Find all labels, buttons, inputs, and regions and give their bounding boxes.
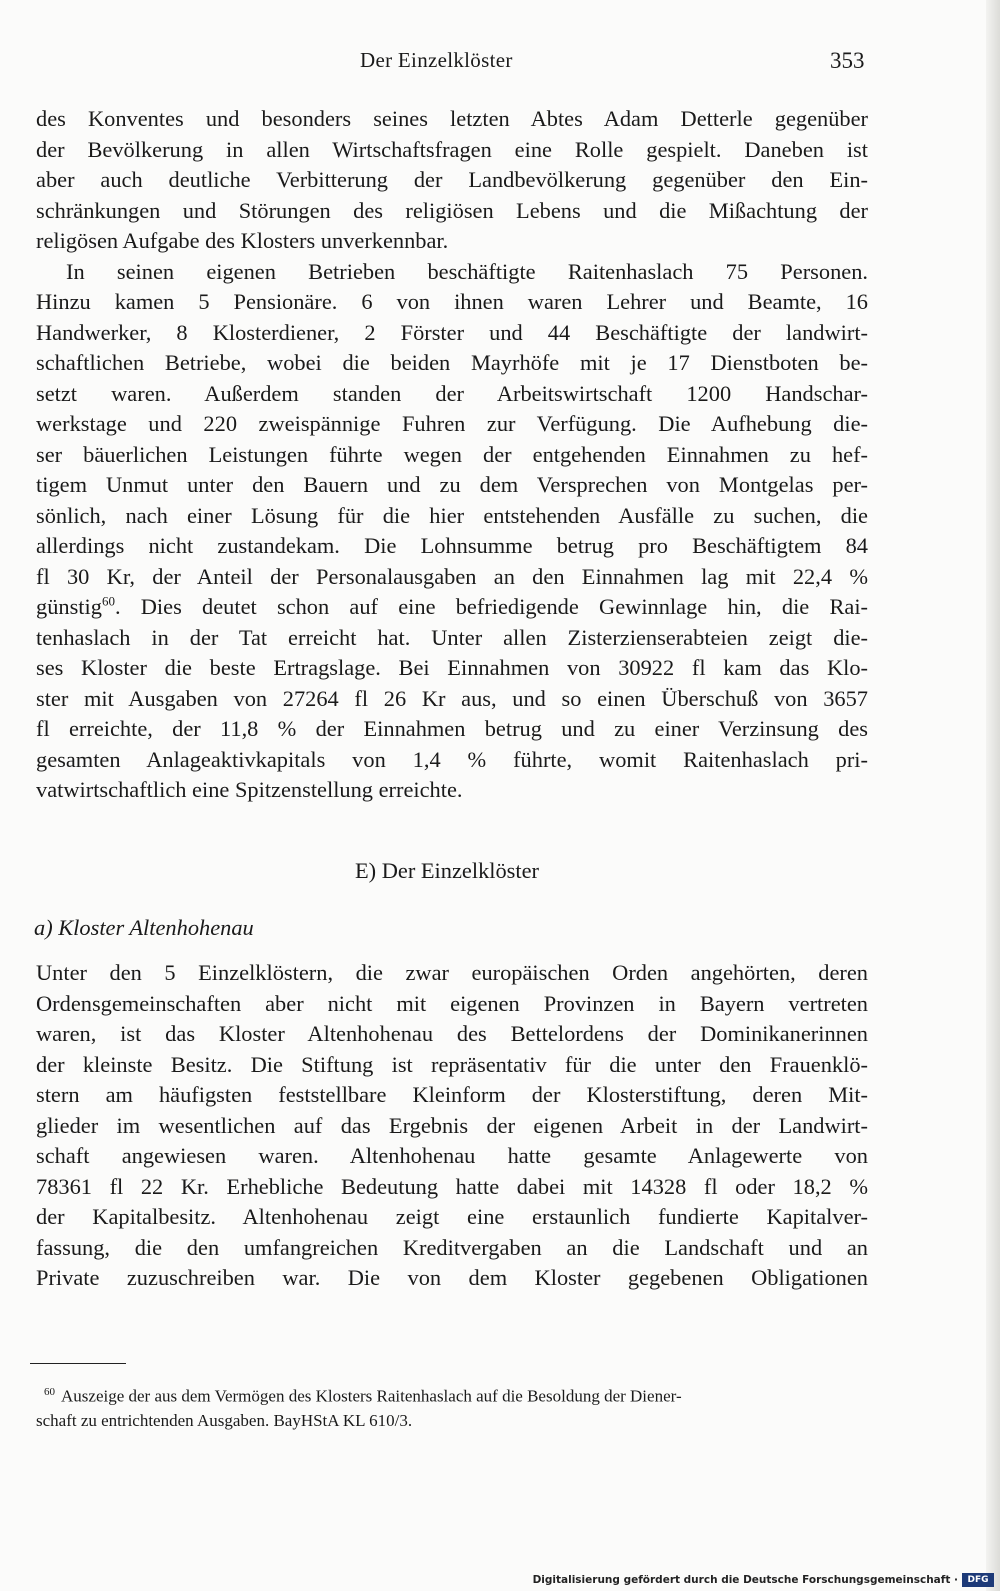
text-line: des Konventes und besonders seines letzten Abtes Adam Detterle gegenüber [36, 106, 868, 131]
text-line: fl 30 Kr, der Anteil der Personalausgaben an den Einnahmen lag mit 22,4 % [36, 563, 868, 589]
text-line: stern am häufigsten feststellbare Kleinform der Klosterstiftung, deren Mit- [36, 1082, 868, 1107]
text-line: der kleinste Besitz. Die Stiftung ist repräsentativ für die unter den Frauenklö- [36, 1051, 868, 1077]
text-line: schränkungen und Störungen des religiösen Lebens und die Mißachtung der [36, 197, 868, 223]
text-line: Ordensgemeinschaften aber nicht mit eigenen Provinzen in Bayern vertreten [36, 990, 868, 1016]
scan-page-edge [986, 0, 1000, 1591]
text-line: In seinen eigenen Betrieben beschäftigte Raitenhaslach 75 Personen. [66, 258, 868, 284]
text-fragment: . Dies deutet schon auf eine befriedigende Gewinnlage hin, die Rai- [114, 594, 868, 619]
text-line: waren, ist das Kloster Altenhohenau des Bettelordens der Dominikanerinnen [36, 1021, 868, 1046]
text-line: gesamten Anlageaktivkapitals von 1,4 % führte, womit Raitenhaslach pri- [36, 746, 868, 772]
footnote-divider [30, 1363, 126, 1364]
text-line: aber auch deutliche Verbitterung der Landbevölkerung gegenüber den Ein- [36, 167, 868, 192]
footnote-line: schaft zu entrichtenden Ausgaben. BayHStA KL 610/3. [36, 1410, 413, 1430]
section-heading [0, 858, 1000, 884]
text-line: glieder im wesentlichen auf das Ergebnis der eigenen Arbeit in der Landwirt- [36, 1112, 868, 1138]
text-line: ster mit Ausgaben von 27264 fl 26 Kr aus, und so einen Überschuß von 3657 [36, 685, 868, 711]
text-line: der Kapitalbesitz. Altenhohenau zeigt eine erstaunlich fundierte Kapitalver- [36, 1204, 868, 1229]
footnote-number: 60 [44, 1386, 55, 1398]
dfg-logo-icon: DFG [962, 1573, 994, 1587]
running-head [0, 48, 1000, 78]
text-line: Private zuzuschreiben war. Die von dem Kloster gegebenen Obligationen [36, 1265, 868, 1290]
text-line: fassung, die den umfangreichen Kreditvergaben an die Landschaft und an [36, 1234, 868, 1260]
running-title: Der Einzelklöster [360, 48, 513, 72]
text-line: tenhaslach in der Tat erreicht hat. Unter allen Zisterzienserabteien zeigt die- [36, 624, 868, 650]
footnote-reference[interactable]: 60 [101, 593, 115, 609]
sub-heading: a) Kloster Altenhohenau [34, 915, 254, 940]
text-line: Unter den 5 Einzelklöstern, die zwar europäischen Orden angehörten, deren [36, 960, 868, 985]
text-line: Handwerker, 8 Klosterdiener, 2 Förster und 44 Beschäftigte der landwirt- [36, 319, 868, 345]
text-line: vatwirtschaftlich eine Spitzenstellung erreichte. [36, 777, 463, 802]
text-line: allerdings nicht zustandekam. Die Lohnsumme betrug pro Beschäftigtem 84 [36, 533, 868, 558]
credit-text: Digitalisierung gefördert durch die Deutsche Forschungsgemeinschaft · [532, 1574, 958, 1586]
page-number: 353 [830, 48, 865, 73]
section-heading-text: E) Der Einzelklöster [354, 858, 540, 883]
footnote-text: Auszeige der aus dem Vermögen des Klosters Raitenhaslach auf die Besoldung der Diener- [61, 1386, 682, 1406]
body-text-upper [36, 104, 868, 806]
body-text-lower [36, 958, 868, 1294]
text-line: ser bäuerlichen Leistungen führte wegen der entgehenden Einnahmen zu hef- [36, 441, 868, 467]
text-line: fl erreichte, der 11,8 % der Einnahmen betrug und zu einer Verzinsung des [36, 716, 868, 741]
digitization-credit [0, 1563, 1000, 1591]
text-line-with-footnote-ref [36, 592, 868, 623]
text-line: schaftlichen Betriebe, wobei die beiden Mayrhöfe mit je 17 Dienstboten be- [36, 350, 868, 375]
text-line: religösen Aufgabe des Klosters unverkennbar. [36, 228, 449, 253]
text-line: schaft angewiesen waren. Altenhohenau hatte gesamte Anlagewerte von [36, 1143, 868, 1168]
text-line: Hinzu kamen 5 Pensionäre. 6 von ihnen waren Lehrer und Beamte, 16 [36, 289, 868, 314]
text-line: ses Kloster die beste Ertragslage. Bei Einnahmen von 30922 fl kam das Klo- [36, 655, 868, 680]
text-line: werkstage und 220 zweispännige Fuhren zur Verfügung. Die Aufhebung die- [36, 411, 868, 436]
text-fragment: günstig [36, 594, 102, 619]
text-line: setzt waren. Außerdem standen der Arbeitswirtschaft 1200 Handschar- [36, 380, 868, 406]
text-line: 78361 fl 22 Kr. Erhebliche Bedeutung hatte dabei mit 14328 fl oder 18,2 % [36, 1173, 868, 1199]
text-line: sönlich, nach einer Lösung für die hier entstehenden Ausfälle zu suchen, die [36, 502, 868, 528]
text-line: tigem Unmut unter den Bauern und zu dem Versprechen von Montgelas per- [36, 472, 868, 497]
footnote-line [36, 1380, 836, 1409]
text-line: der Bevölkerung in allen Wirtschaftsfragen eine Rolle gespielt. Daneben ist [36, 136, 868, 162]
footnote [36, 1380, 836, 1433]
